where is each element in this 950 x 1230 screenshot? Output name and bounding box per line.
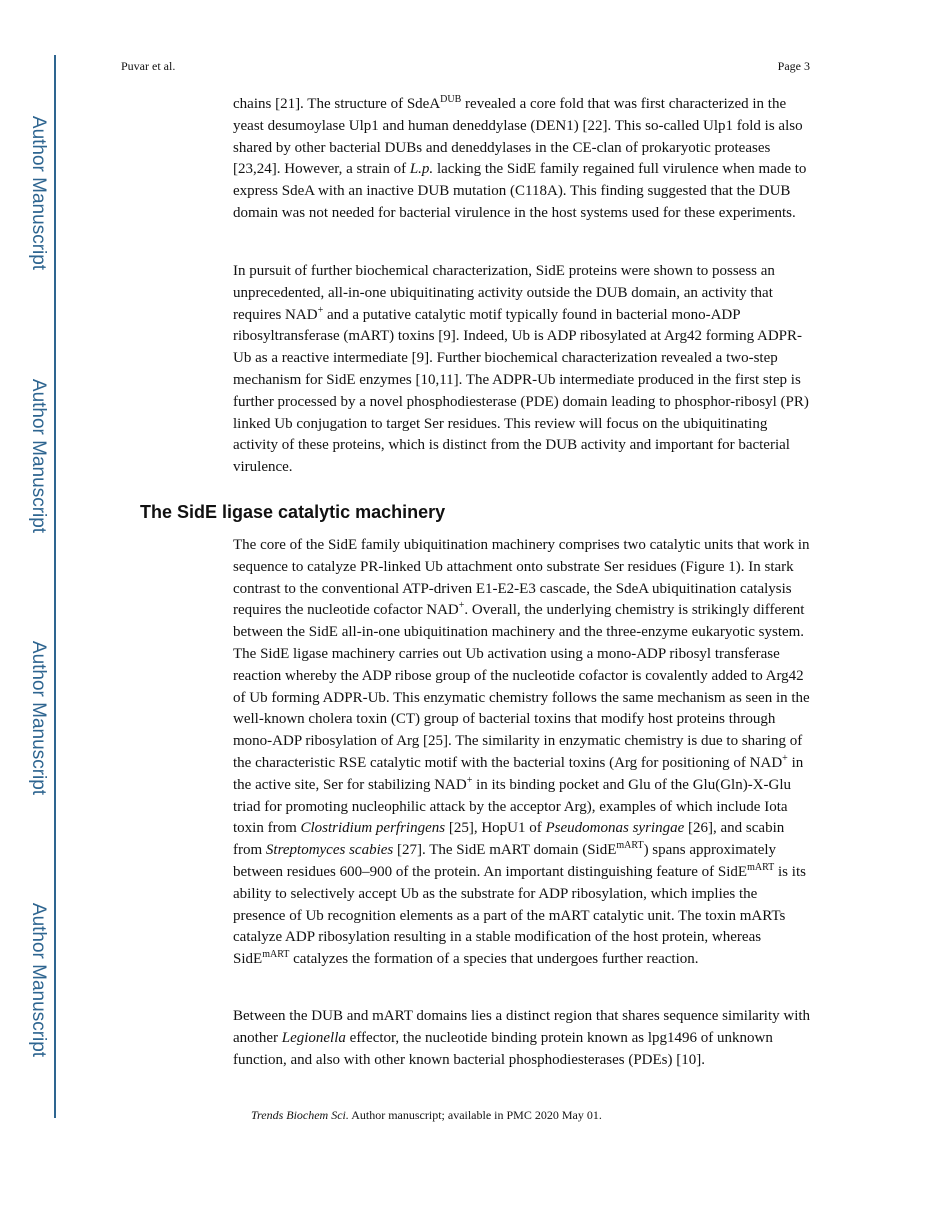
italic-species: Streptomyces scabies <box>265 842 394 859</box>
superscript: + <box>317 304 324 316</box>
text: In pursuit of further biochemical characterization, SidE proteins were shown to possess an unprecedented, all-in-one ubiquitinating activity outside the DUB domain, an activity that requires NAD <box>233 263 775 323</box>
superscript: DUB <box>440 94 462 105</box>
superscript: + <box>458 600 465 612</box>
running-head-authors: Puvar et al. <box>121 59 176 73</box>
author-manuscript-text: Author Manuscript <box>28 902 49 1058</box>
text: The core of the SidE family ubiquitination machinery comprises two catalytic units that work in sequence to catalyze PR-linked Ub attachment onto substrate Ser residues (Figure 1). In stark contrast to the conventional ATP-driven E1-E2-E3 cascade, the SdeA ubiquitination catalysis requires the nucleotide cofactor NAD <box>233 537 810 619</box>
text: ) spans approximately between residues 600–900 of the protein. An important distinguishing feature of SidE <box>233 842 777 880</box>
journal-name: Trends Biochem Sci. <box>251 1108 349 1122</box>
superscript: + <box>466 774 473 786</box>
availability-note: Author manuscript; available in PMC 2020 May 01. <box>348 1108 602 1122</box>
running-head-page: Page 3 <box>777 59 810 73</box>
text: revealed a core fold that was first characterized in the yeast desumoylase Ulp1 and human deneddylase (DEN1) [22]. This so-called Ulp1 fold is also shared by other bacterial DUBs and deneddylases in the CE-clan of prokaryotic proteases [23,24]. However, a strain of <box>233 96 803 178</box>
text: lacking the SidE family regained full virulence when made to express SdeA with an inactive DUB mutation (C118A). This finding suggested that the DUB domain was not needed for bacterial virulence in the host systems used for these experiments. <box>233 161 807 221</box>
italic-genus: Legionella <box>281 1029 346 1046</box>
text: [26], and scabin from <box>233 820 785 859</box>
text: and a putative catalytic motif typically found in bacterial mono-ADP ribosyltransferase (mART) toxins [9]. Indeed, Ub is ADP ribosylated at Arg42 forming ADPR-Ub as a reactive intermediate [9]. Further biochemical characterization revealed a two-step mechanism for SidE enzymes [10,11]. The ADPR-Ub intermediate produced in the first step is further processed by a novel phosphodiesterase (PDE) domain leading to phosphor-ribosyl (PR) linked Ub conjugation to target Ser residues. This review will focus on the ubiquitinating activity of these proteins, which is distinct from the DUB activity and important for bacterial virulence. <box>233 306 809 476</box>
italic-species: Pseudomonas syringae <box>545 820 685 837</box>
italic-species: Clostridium perfringens <box>300 820 446 837</box>
superscript: mART <box>747 861 775 873</box>
section-heading: The SidE ligase catalytic machinery <box>140 502 446 522</box>
text: [27]. The SidE mART domain (SidE <box>393 842 617 859</box>
author-manuscript-text: Author Manuscript <box>28 640 49 796</box>
text: chains [21]. The structure of SdeA <box>233 96 441 112</box>
paragraph-1 <box>233 94 813 225</box>
paragraph-2 <box>233 261 813 479</box>
superscript: mART <box>262 949 290 961</box>
author-manuscript-text: Author Manuscript <box>28 115 49 271</box>
text: effector, the nucleotide binding protein known as lpg1496 of unknown function, and also with other known bacterial phosphodiesterases (PDEs) [10]. <box>233 1029 773 1068</box>
text: . Overall, the underlying chemistry is strikingly different between the SidE all-in-one ubiquitination machinery and the three-enzyme eukaryotic system. The SidE ligase machinery carries out Ub activation using a mono-ADP ribosyl transferase reaction whereby the ADP ribose group of the nucleotide cofactor is covalently added to Arg42 of Ub forming ADPR-Ub. This enzymatic chemistry follows the same mechanism as seen in the well-known cholera toxin (CT) group of bacterial toxins that modify host proteins through mono-ADP ribosylation of Arg [25]. The similarity in enzymatic chemistry is due to sharing of the characteristic RSE catalytic motif with the bacterial toxins (Arg for positioning of NAD <box>233 602 810 771</box>
text: is its ability to selectively accept Ub as the substrate for ADP ribosylation, which implies the presence of Ub recognition elements as a part of the mART catalytic unit. The toxin mARTs catalyze ADP ribosylation resulting in a stable modification of the host protein, whereas SidE <box>233 863 806 968</box>
text: Between the DUB and mART domains lies a distinct region that shares sequence similarity with another <box>233 1008 811 1046</box>
sidebar-rule <box>54 55 56 1118</box>
text: [25], HopU1 of <box>445 820 546 837</box>
italic-term: L.p. <box>409 161 434 178</box>
paragraph-3 <box>233 535 813 971</box>
text: catalyzes the formation of a species that undergoes further reaction. <box>289 951 699 968</box>
text: in its binding pocket and Glu of the Glu(Gln)-X-Glu triad for promoting nucleophilic attack by the acceptor Arg), examples of which include Iota toxin from <box>233 776 792 837</box>
superscript: mART <box>616 840 644 852</box>
footer-citation <box>251 1108 602 1123</box>
paragraph-4 <box>233 1006 813 1071</box>
superscript: + <box>782 752 788 764</box>
author-manuscript-text: Author Manuscript <box>28 378 49 534</box>
text: in the active site, Ser for stabilizing NAD <box>233 754 804 793</box>
